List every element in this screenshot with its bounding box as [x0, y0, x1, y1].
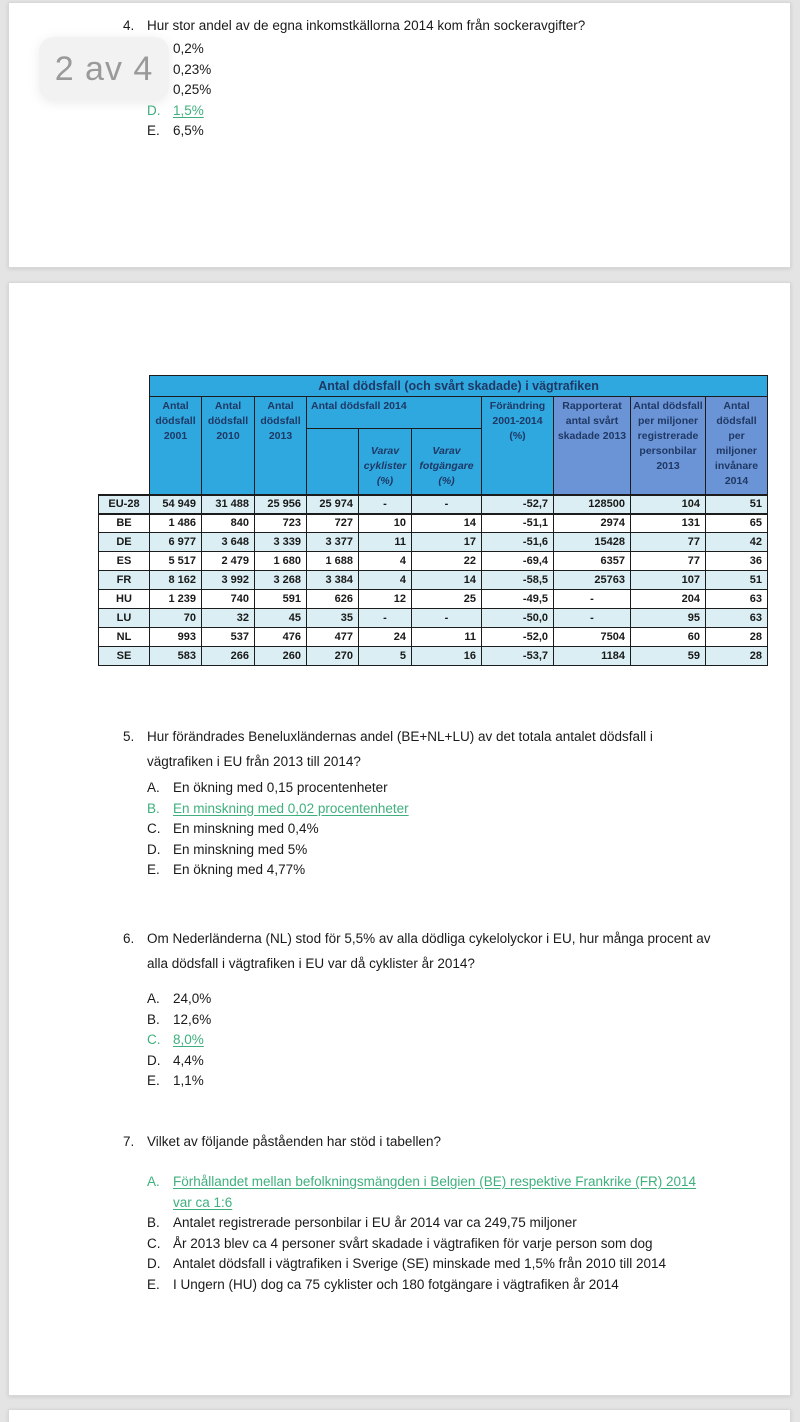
- table-cell: -49,5: [482, 590, 554, 609]
- deaths-table: [98, 375, 768, 666]
- options-list: [123, 989, 711, 1092]
- answer-option: [147, 60, 585, 81]
- option-text: Förhållandet mellan befolkningsmängden i Belgien (BE) respektive Frankrike (FR) 2014 var ca 1:6: [173, 1172, 696, 1213]
- option-text: 1,1%: [173, 1073, 204, 1088]
- table-cell: 59: [631, 647, 706, 666]
- option-text: 4,4%: [173, 1052, 204, 1068]
- document-page-3: [8, 1409, 791, 1422]
- option-letter: D.: [147, 1052, 161, 1068]
- answer-option: [147, 1030, 711, 1051]
- table-cell: 8 162: [150, 571, 202, 590]
- table-row: [99, 628, 768, 647]
- option-letter: E.: [147, 862, 160, 877]
- answer-option: [147, 1213, 696, 1234]
- table-cell: 25 974: [307, 495, 359, 514]
- table-cell: 51: [706, 495, 768, 514]
- options-list: [123, 39, 585, 142]
- table-cell: 2 479: [202, 552, 255, 571]
- option-text: 0,23%: [173, 61, 212, 77]
- answer-option: [147, 1051, 711, 1072]
- row-label: FR: [99, 571, 150, 590]
- table-cell: -51,6: [482, 533, 554, 552]
- option-letter: A.: [147, 1174, 160, 1189]
- table-cell: 36: [706, 552, 768, 571]
- table-cell: 24: [359, 628, 412, 647]
- option-text: En minskning med 0,4%: [173, 821, 319, 836]
- option-text: 6,5%: [173, 123, 204, 138]
- table-header-row: [99, 397, 768, 429]
- option-letter: E.: [147, 1276, 160, 1292]
- table-cell: 3 384: [307, 571, 359, 590]
- column-header-per-cars: Antal dödsfall per miljoner registrerade personbilar 2013: [631, 397, 706, 495]
- option-letter: D.: [147, 1256, 161, 1271]
- table-cell: 4: [359, 552, 412, 571]
- table-cell: 65: [706, 514, 768, 533]
- table-cell: -69,4: [482, 552, 554, 571]
- table-cell: 5 517: [150, 552, 202, 571]
- row-label: DE: [99, 533, 150, 552]
- question-4: [123, 15, 585, 142]
- table-cell: 128500: [554, 495, 631, 514]
- table-cell: 266: [202, 647, 255, 666]
- table-title: Antal dödsfall (och svårt skadade) i vägtrafiken: [150, 376, 768, 397]
- table-cell: -52,0: [482, 628, 554, 647]
- table-cell: 476: [255, 628, 307, 647]
- answer-option: [147, 799, 653, 820]
- table-cell: 3 648: [202, 533, 255, 552]
- column-header-2014-group: Antal dödsfall 2014: [307, 397, 482, 429]
- question-number: 7.: [123, 1134, 135, 1149]
- answer-option: [147, 80, 585, 101]
- question-number: 5.: [123, 729, 135, 744]
- table-cell: -: [359, 609, 412, 628]
- table-cell: 31 488: [202, 495, 255, 514]
- table-cell: 11: [412, 628, 482, 647]
- table-cell: -50,0: [482, 609, 554, 628]
- option-letter: B.: [147, 1011, 160, 1027]
- options-list: [123, 778, 653, 881]
- option-text: Antalet registrerade personbilar i EU år 2014 var ca 249,75 miljoner: [173, 1215, 577, 1230]
- answer-option: [147, 1234, 696, 1255]
- table-cell: 840: [202, 514, 255, 533]
- header-spacer: [99, 429, 150, 495]
- answer-option: [147, 1071, 711, 1092]
- table-cell: 1 239: [150, 590, 202, 609]
- answer-option: [147, 860, 653, 881]
- table-cell: 4: [359, 571, 412, 590]
- table-body: [99, 495, 768, 666]
- table-cell: 77: [631, 552, 706, 571]
- table-row: [99, 647, 768, 666]
- table-title-row: [99, 376, 768, 397]
- table-row: [99, 514, 768, 533]
- table-row: [99, 552, 768, 571]
- table-cell: 3 377: [307, 533, 359, 552]
- answer-option: [147, 39, 585, 60]
- header-spacer: [99, 376, 150, 397]
- table-cell: 204: [631, 590, 706, 609]
- table-cell: 25763: [554, 571, 631, 590]
- question-line: [123, 1131, 696, 1153]
- option-letter: B.: [147, 1215, 160, 1230]
- table-cell: -: [554, 609, 631, 628]
- option-text: En ökning med 0,15 procentenheter: [173, 780, 388, 795]
- question-5: [123, 724, 653, 881]
- option-letter: D.: [147, 102, 161, 118]
- table-cell: 727: [307, 514, 359, 533]
- table-cell: 70: [150, 609, 202, 628]
- page-indicator: 2 av 4: [39, 37, 169, 101]
- question-text-line2: alla dödsfall i vägtrafiken i EU var då cyklister år 2014?: [147, 956, 475, 971]
- row-label: BE: [99, 514, 150, 533]
- table-cell: 1184: [554, 647, 631, 666]
- table-row: [99, 571, 768, 590]
- table-cell: 28: [706, 628, 768, 647]
- question-7: [123, 1131, 696, 1295]
- table-cell: 16: [412, 647, 482, 666]
- table-cell: 54 949: [150, 495, 202, 514]
- table-cell: 740: [202, 590, 255, 609]
- option-text: 0,25%: [173, 82, 212, 97]
- question-number: 6.: [123, 931, 135, 946]
- table-cell: 42: [706, 533, 768, 552]
- table-cell: 25: [412, 590, 482, 609]
- table-cell: 3 992: [202, 571, 255, 590]
- table-cell: 32: [202, 609, 255, 628]
- option-text: 8,0%: [173, 1032, 204, 1047]
- table-cell: 1 680: [255, 552, 307, 571]
- table-cell: 107: [631, 571, 706, 590]
- column-header-2014-total: [307, 429, 359, 495]
- table-cell: 17: [412, 533, 482, 552]
- option-text-line2: var ca 1:6: [173, 1194, 233, 1210]
- answer-option: [147, 101, 585, 122]
- row-label: EU-28: [99, 495, 150, 514]
- table-cell: 3 268: [255, 571, 307, 590]
- table-cell: -51,1: [482, 514, 554, 533]
- table-cell: 35: [307, 609, 359, 628]
- row-label: HU: [99, 590, 150, 609]
- table-cell: 591: [255, 590, 307, 609]
- column-header-injured: Rapporterat antal svårt skadade 2013: [554, 397, 631, 495]
- answer-option: [147, 1010, 711, 1031]
- row-label: ES: [99, 552, 150, 571]
- table-cell: 95: [631, 609, 706, 628]
- option-text: I Ungern (HU) dog ca 75 cyklister och 180 fotgängare i vägtrafiken år 2014: [173, 1276, 619, 1292]
- question-line: [123, 724, 653, 749]
- table-cell: 723: [255, 514, 307, 533]
- table-cell: 626: [307, 590, 359, 609]
- column-header-2013: Antal dödsfall 2013: [255, 397, 307, 495]
- question-text: Om Nederländerna (NL) stod för 5,5% av alla dödliga cykelolyckor i EU, hur många procent av: [147, 931, 711, 946]
- table-cell: 537: [202, 628, 255, 647]
- option-text: Antalet dödsfall i vägtrafiken i Sverige (SE) minskade med 1,5% från 2010 till 2014: [173, 1256, 667, 1271]
- answer-option: [147, 121, 585, 142]
- table-cell: 477: [307, 628, 359, 647]
- table-cell: -: [359, 495, 412, 514]
- option-text: 24,0%: [173, 991, 212, 1006]
- option-text: 1,5%: [173, 102, 204, 118]
- table-cell: 51: [706, 571, 768, 590]
- column-header-2010: Antal dödsfall 2010: [202, 397, 255, 495]
- answer-option: [147, 989, 711, 1010]
- answer-option: [147, 1172, 696, 1213]
- option-text: 0,2%: [173, 41, 204, 56]
- option-letter: E.: [147, 123, 160, 138]
- column-header-pedestrians: Varav fotgängare (%): [412, 429, 482, 495]
- option-letter: D.: [147, 841, 161, 857]
- option-letter: C.: [147, 821, 161, 836]
- table-row: [99, 533, 768, 552]
- option-text: En minskning med 0,02 procentenheter: [173, 800, 409, 816]
- answer-option: [147, 778, 653, 799]
- question-line: [123, 926, 711, 951]
- table-cell: 1 486: [150, 514, 202, 533]
- table-cell: 63: [706, 609, 768, 628]
- table-cell: -: [412, 609, 482, 628]
- table-cell: 5: [359, 647, 412, 666]
- table-cell: 2974: [554, 514, 631, 533]
- table-row: [99, 609, 768, 628]
- table-cell: 12: [359, 590, 412, 609]
- column-header-per-capita: Antal dödsfall per miljoner invånare 2014: [706, 397, 768, 495]
- table-cell: 10: [359, 514, 412, 533]
- question-text: Hur stor andel av de egna inkomstkällorna 2014 kom från sockeravgifter?: [147, 18, 586, 33]
- column-header-2001: Antal dödsfall 2001: [150, 397, 202, 495]
- table-cell: 993: [150, 628, 202, 647]
- option-text: En minskning med 5%: [173, 841, 308, 857]
- table-cell: 45: [255, 609, 307, 628]
- option-text: 12,6%: [173, 1011, 212, 1027]
- row-label: SE: [99, 647, 150, 666]
- table-cell: 28: [706, 647, 768, 666]
- table-cell: 104: [631, 495, 706, 514]
- table-cell: 3 339: [255, 533, 307, 552]
- question-text: Vilket av följande påståenden har stöd i tabellen?: [147, 1134, 441, 1149]
- option-letter: A.: [147, 780, 160, 795]
- options-list: [123, 1172, 696, 1295]
- document-page-2: [8, 282, 791, 1396]
- document-page-1: [8, 2, 791, 268]
- answer-option: [147, 840, 653, 861]
- option-letter: E.: [147, 1073, 160, 1088]
- table-cell: 63: [706, 590, 768, 609]
- table-cell: 25 956: [255, 495, 307, 514]
- table-row: [99, 590, 768, 609]
- row-label: NL: [99, 628, 150, 647]
- table-cell: -58,5: [482, 571, 554, 590]
- table-cell: 77: [631, 533, 706, 552]
- table-cell: -: [412, 495, 482, 514]
- question-number: 4.: [123, 18, 135, 33]
- question-6: [123, 926, 711, 1092]
- question-text-line2: vägtrafiken i EU från 2013 till 2014?: [147, 754, 361, 769]
- table-cell: 6 977: [150, 533, 202, 552]
- answer-option: [147, 819, 653, 840]
- table-cell: 11: [359, 533, 412, 552]
- header-spacer: [99, 397, 150, 429]
- column-header-change: Förändring 2001-2014 (%): [482, 397, 554, 495]
- answer-option: [147, 1254, 696, 1275]
- row-label: LU: [99, 609, 150, 628]
- table-cell: 260: [255, 647, 307, 666]
- option-letter: A.: [147, 991, 160, 1006]
- table-cell: 131: [631, 514, 706, 533]
- table-cell: -: [554, 590, 631, 609]
- table-cell: -53,7: [482, 647, 554, 666]
- column-header-cyclists: Varav cyklister (%): [359, 429, 412, 495]
- table-cell: 270: [307, 647, 359, 666]
- option-letter: C.: [147, 1235, 161, 1251]
- table-cell: 583: [150, 647, 202, 666]
- table-row: [99, 495, 768, 514]
- question-text: Hur förändrades Beneluxländernas andel (BE+NL+LU) av det totala antalet dödsfall i: [147, 729, 653, 744]
- table-cell: 60: [631, 628, 706, 647]
- question-line: [123, 15, 585, 37]
- option-letter: C.: [147, 1032, 161, 1047]
- table-cell: 14: [412, 571, 482, 590]
- table-cell: 22: [412, 552, 482, 571]
- table-cell: 14: [412, 514, 482, 533]
- table-cell: 15428: [554, 533, 631, 552]
- table-cell: -52,7: [482, 495, 554, 514]
- option-text: År 2013 blev ca 4 personer svårt skadade i vägtrafiken för varje person som dog: [173, 1235, 653, 1251]
- table-cell: 1 688: [307, 552, 359, 571]
- table-cell: 6357: [554, 552, 631, 571]
- option-text: En ökning med 4,77%: [173, 862, 306, 877]
- answer-option: [147, 1275, 696, 1296]
- option-letter: B.: [147, 800, 160, 816]
- table-cell: 7504: [554, 628, 631, 647]
